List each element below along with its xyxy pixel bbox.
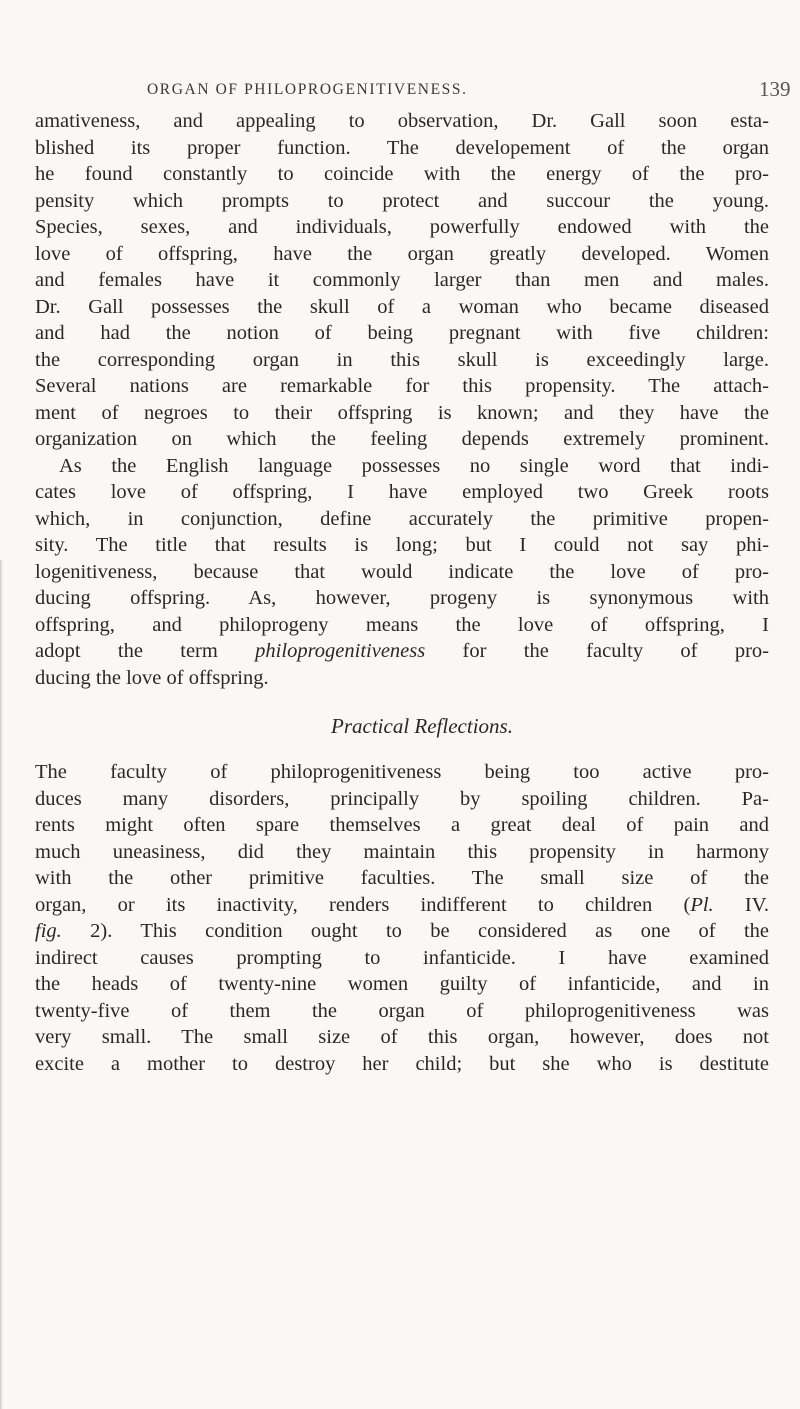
text-line bbox=[35, 638, 769, 665]
page-edge-shadow bbox=[0, 560, 3, 1409]
text-line: the corresponding organ in this skull is exceedingly large. bbox=[35, 348, 769, 371]
text-line: sity. The title that results is long; but I could not say phi- bbox=[35, 534, 769, 556]
text-line: and had the notion of being pregnant with five children: bbox=[35, 322, 769, 344]
text-line: indirect causes prompting to infanticide. I have examined bbox=[35, 946, 769, 969]
running-head bbox=[0, 77, 800, 107]
text-line: much uneasiness, did they maintain this propensity in harmony bbox=[35, 840, 769, 863]
text-line: love of offspring, have the organ greatly developed. Women bbox=[35, 242, 769, 265]
text-run: IV. bbox=[713, 893, 769, 916]
text-line: excite a mother to destroy her child; but she who is destitute bbox=[35, 1052, 769, 1075]
text-line: Dr. Gall possesses the skull of a woman who became diseased bbox=[35, 295, 769, 318]
text-line: blished its proper function. The developement of the organ bbox=[35, 136, 769, 159]
text-line: The faculty of philoprogenitiveness being too active pro- bbox=[35, 761, 769, 783]
page-number: 139 bbox=[759, 77, 791, 101]
text-line bbox=[35, 918, 769, 945]
italic-term: philoprogenitiveness bbox=[255, 640, 426, 662]
text-run: for the faculty of pro- bbox=[425, 640, 769, 662]
text-line: Several nations are remarkable for this propensity. The attach- bbox=[35, 375, 769, 397]
text-run: organ, or its inactivity, renders indifferent to children ( bbox=[35, 893, 691, 916]
text-line: which, in conjunction, define accurately the primitive propen- bbox=[35, 507, 769, 530]
text-line: and females have it commonly larger than men and males. bbox=[35, 269, 769, 291]
paragraph-2 bbox=[35, 453, 769, 692]
text-line: As the English language possesses no single word that indi- bbox=[59, 454, 769, 477]
text-line: amativeness, and appealing to observation, Dr. Gall soon esta- bbox=[35, 110, 769, 132]
text-run: adopt the term bbox=[35, 640, 256, 662]
text-line: duces many disorders, principally by spoiling children. Pa- bbox=[35, 787, 769, 810]
text-line bbox=[35, 892, 769, 919]
text-run: 2). This condition ought to be considered as one of the bbox=[61, 920, 769, 942]
text-line: ducing the love of offspring. bbox=[35, 666, 269, 689]
text-line: with the other primitive faculties. The small size of the bbox=[35, 867, 769, 889]
text-line: twenty-five of them the organ of philoprogenitiveness was bbox=[35, 999, 769, 1022]
section-heading: Practical Reflections. bbox=[331, 714, 513, 738]
figure-reference: fig. bbox=[35, 920, 62, 942]
paragraph-3 bbox=[35, 759, 769, 1077]
text-line: organization on which the feeling depends extremely prominent. bbox=[35, 428, 769, 450]
paragraph-1 bbox=[35, 108, 769, 453]
text-line: cates love of offspring, I have employed two Greek roots bbox=[35, 481, 769, 503]
body-text bbox=[35, 108, 769, 1077]
plate-reference: Pl. bbox=[690, 893, 714, 916]
text-line: the heads of twenty-nine women guilty of infanticide, and in bbox=[35, 973, 769, 995]
text-line: pensity which prompts to protect and succour the young. bbox=[35, 189, 769, 212]
text-line: offspring, and philoprogeny means the love of offspring, I bbox=[35, 613, 769, 636]
text-line: Species, sexes, and individuals, powerfully endowed with the bbox=[35, 216, 769, 238]
text-line: he found constantly to coincide with the energy of the pro- bbox=[35, 163, 769, 185]
running-title: ORGAN OF PHILOPROGENITIVENESS. bbox=[147, 81, 468, 98]
text-line: ducing offspring. As, however, progeny is synonymous with bbox=[35, 587, 769, 609]
text-line: very small. The small size of this organ, however, does not bbox=[35, 1026, 769, 1048]
text-line: ment of negroes to their offspring is known; and they have the bbox=[35, 401, 769, 424]
text-line: rents might often spare themselves a great deal of pain and bbox=[35, 814, 769, 836]
text-line: logenitiveness, because that would indicate the love of pro- bbox=[35, 560, 769, 583]
